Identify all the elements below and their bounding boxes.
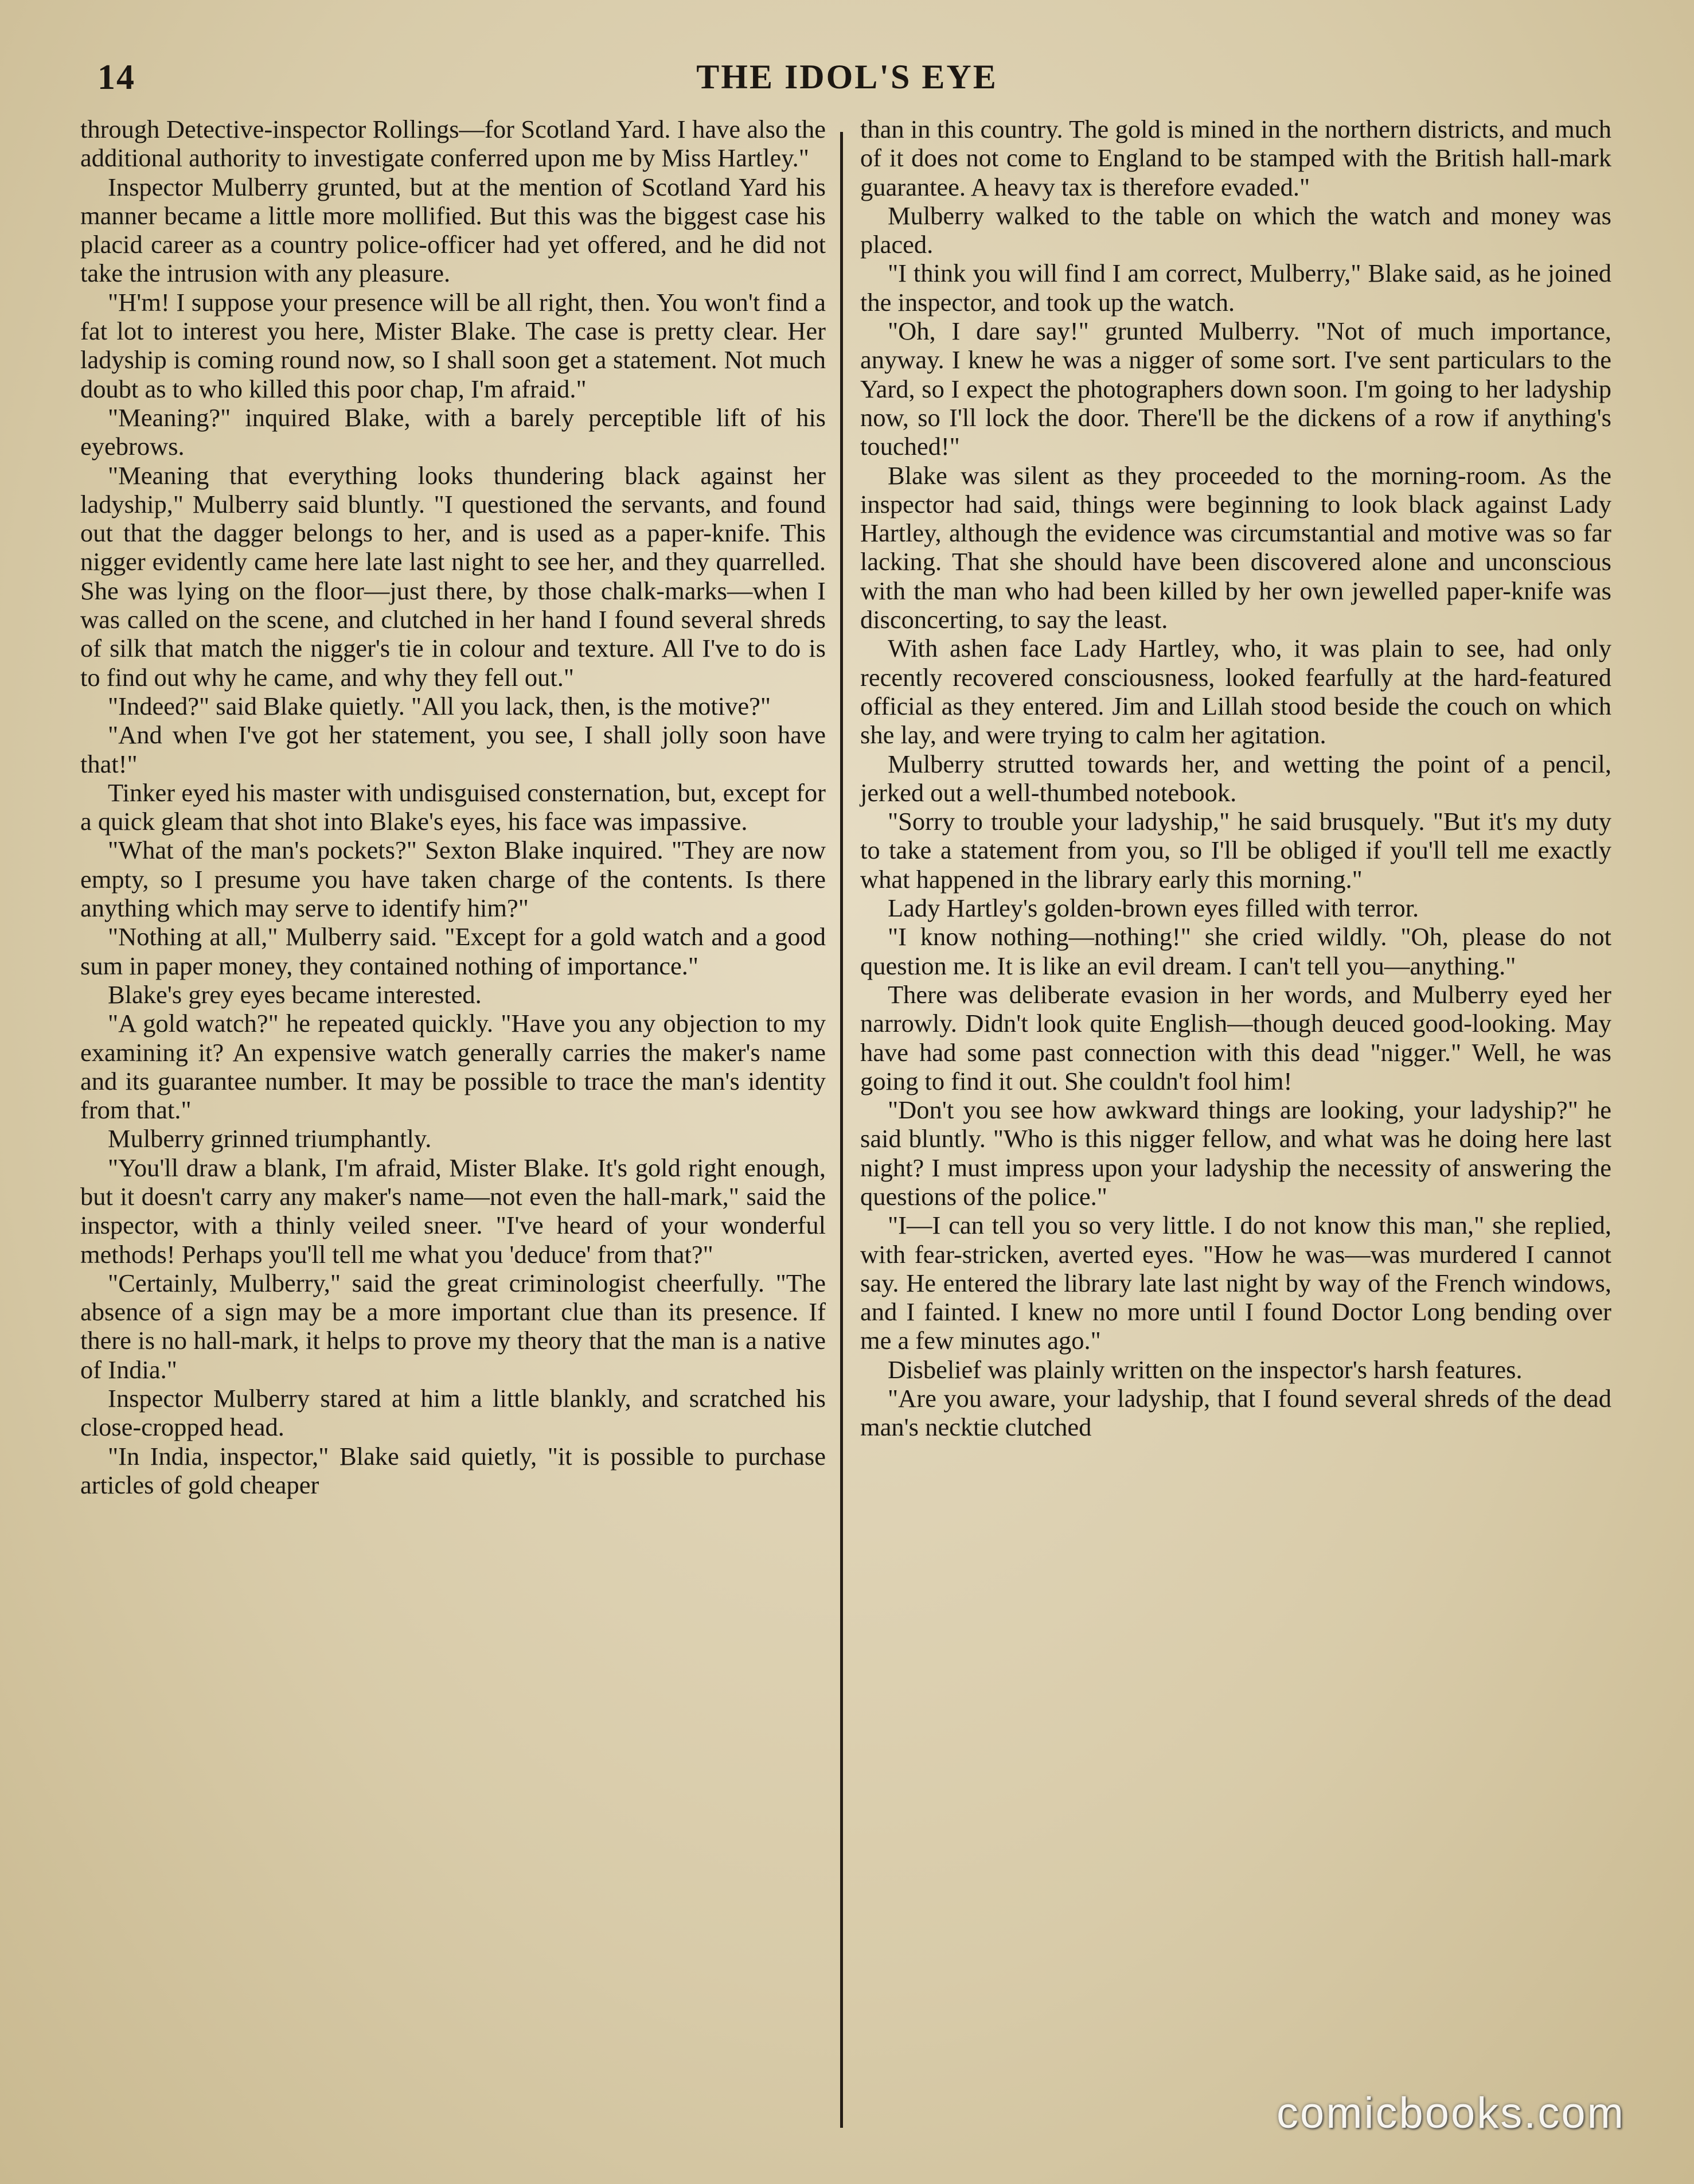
paragraph: "I think you will find I am correct, Mulberry," Blake said, as he joined the inspector, and took up the watch.	[860, 259, 1611, 317]
paragraph: "Meaning?" inquired Blake, with a barely perceptible lift of his eyebrows.	[80, 403, 826, 461]
paragraph: Inspector Mulberry grunted, but at the mention of Scotland Yard his manner became a little more mollified. But this was the biggest case his placid career as a country police-officer had yet offered, and he did not take the intrusion with any pleasure.	[80, 172, 826, 288]
paragraph: Tinker eyed his master with undisguised consternation, but, except for a quick gleam that shot into Blake's eyes, his face was impassive.	[80, 778, 826, 836]
paragraph: Disbelief was plainly written on the inspector's harsh features.	[888, 1355, 1523, 1384]
paragraph: With ashen face Lady Hartley, who, it was plain to see, had only recently recovered consciousness, looked fearfully at the hard-featured official as they entered. Jim and Lillah stood beside the couch on which she lay, and were trying to calm her agitation.	[860, 634, 1611, 750]
paragraph: "What of the man's pockets?" Sexton Blake inquired. "They are now empty, so I presume you have taken charge of the contents. Is there anything which may serve to identify him?"	[80, 836, 826, 923]
right-column	[860, 115, 1611, 1442]
paragraph: Inspector Mulberry stared at him a little blankly, and scratched his close-cropped head.	[80, 1384, 826, 1442]
page-number: 14	[97, 58, 135, 97]
paragraph: "Indeed?" said Blake quietly. "All you lack, then, is the motive?"	[108, 691, 771, 720]
left-column	[80, 115, 826, 1499]
paragraph: "Certainly, Mulberry," said the great criminologist cheerfully. "The absence of a sign may be a more important clue than its presence. If there is no hall-mark, it helps to prove my theory that the man is a native of India."	[80, 1268, 826, 1384]
paragraph: "Oh, I dare say!" grunted Mulberry. "Not of much importance, anyway. I knew he was a nigger of some sort. I've sent particulars to the Yard, so I expect the photographers down soon. I'm going to her ladyship now, so I'll lock the door. There'll be the dickens of a row if anything's touched!"	[860, 317, 1611, 461]
paragraph: "Are you aware, your ladyship, that I found several shreds of the dead man's necktie clutched	[860, 1384, 1611, 1442]
paragraph: "A gold watch?" he repeated quickly. "Have you any objection to my examining it? An expensive watch generally carries the maker's name and its guarantee number. It may be possible to trace the man's identity from that."	[80, 1009, 826, 1125]
column-rule	[840, 132, 843, 2128]
paragraph: "Don't you see how awkward things are looking, your ladyship?" he said bluntly. "Who is this nigger fellow, and what was he doing here last night? I must impress upon your ladyship the necessity of answering the questions of the police."	[860, 1095, 1611, 1211]
paragraph: "You'll draw a blank, I'm afraid, Mister Blake. It's gold right enough, but it doesn't carry any maker's name—not even the hall-mark," said the inspector, with a thinly veiled sneer. "I've heard of your wonderful methods! Perhaps you'll tell me what you 'deduce' from that?"	[80, 1153, 826, 1269]
paragraph: "Meaning that everything looks thundering black against her ladyship," Mulberry said bluntly. "I questioned the servants, and found out that the dagger belongs to her, and is used as a paper-knife. This nigger evidently came here late last night to see her, and they quarrelled. She was lying on the floor—just there, by those chalk-marks—when I was called on the scene, and clutched in her hand I found several shreds of silk that match the nigger's tie in colour and texture. All I've to do is to find out why he came, and why they fell out."	[80, 461, 826, 692]
paragraph: "Sorry to trouble your ladyship," he said brusquely. "But it's my duty to take a statement from you, so I'll be obliged if you'll tell me exactly what happened in the library early this morning."	[860, 807, 1611, 894]
paragraph: There was deliberate evasion in her words, and Mulberry eyed her narrowly. Didn't look quite English—though deuced good-looking. May have had some past connection with this dead "nigger." Well, he was going to find it out. She couldn't fool him!	[860, 980, 1611, 1095]
watermark: comicbooks.com	[1277, 2089, 1625, 2138]
paragraph: "Nothing at all," Mulberry said. "Except for a gold watch and a good sum in paper money, they contained nothing of importance."	[80, 922, 826, 980]
paragraph: "H'm! I suppose your presence will be all right, then. You won't find a fat lot to interest you here, Mister Blake. The case is pretty clear. Her ladyship is coming round now, so I shall soon get a statement. Not much doubt as to who killed this poor chap, I'm afraid."	[80, 287, 826, 403]
paragraph: Mulberry walked to the table on which the watch and money was placed.	[860, 201, 1611, 259]
paragraph: "I—I can tell you so very little. I do not know this man," she replied, with fear-stricken, averted eyes. "How he was—was murdered I cannot say. He entered the library late last night by way of the French windows, and I fainted. I knew no more until I found Doctor Long bending over me a few minutes ago."	[860, 1211, 1611, 1355]
paragraph: "And when I've got her statement, you see, I shall jolly soon have that!"	[80, 720, 826, 778]
paragraph: "In India, inspector," Blake said quietly, "it is possible to purchase articles of gold cheaper	[80, 1441, 826, 1499]
running-title: THE IDOL'S EYE	[696, 58, 998, 96]
paragraph: Mulberry strutted towards her, and wetting the point of a pencil, jerked out a well-thumbed notebook.	[860, 749, 1611, 807]
paragraph: than in this country. The gold is mined in the northern districts, and much of it does not come to England to be stamped with the British hall-mark guarantee. A heavy tax is therefore evaded."	[860, 115, 1611, 201]
paragraph: Blake's grey eyes became interested.	[108, 980, 482, 1009]
paragraph: "I know nothing—nothing!" she cried wildly. "Oh, please do not question me. It is like an evil dream. I can't tell you—anything."	[860, 922, 1611, 980]
paragraph: Mulberry grinned triumphantly.	[108, 1124, 432, 1153]
paragraph: through Detective-inspector Rollings—for Scotland Yard. I have also the additional authority to investigate conferred upon me by Miss Hartley."	[80, 115, 826, 173]
paragraph: Blake was silent as they proceeded to the morning-room. As the inspector had said, things were beginning to look black against Lady Hartley, although the evidence was circumstantial and motive was so far lacking. That she should have been discovered alone and unconscious with the man who had been killed by her own jewelled paper-knife was disconcerting, to say the least.	[860, 461, 1611, 634]
paragraph: Lady Hartley's golden-brown eyes filled with terror.	[888, 894, 1419, 923]
